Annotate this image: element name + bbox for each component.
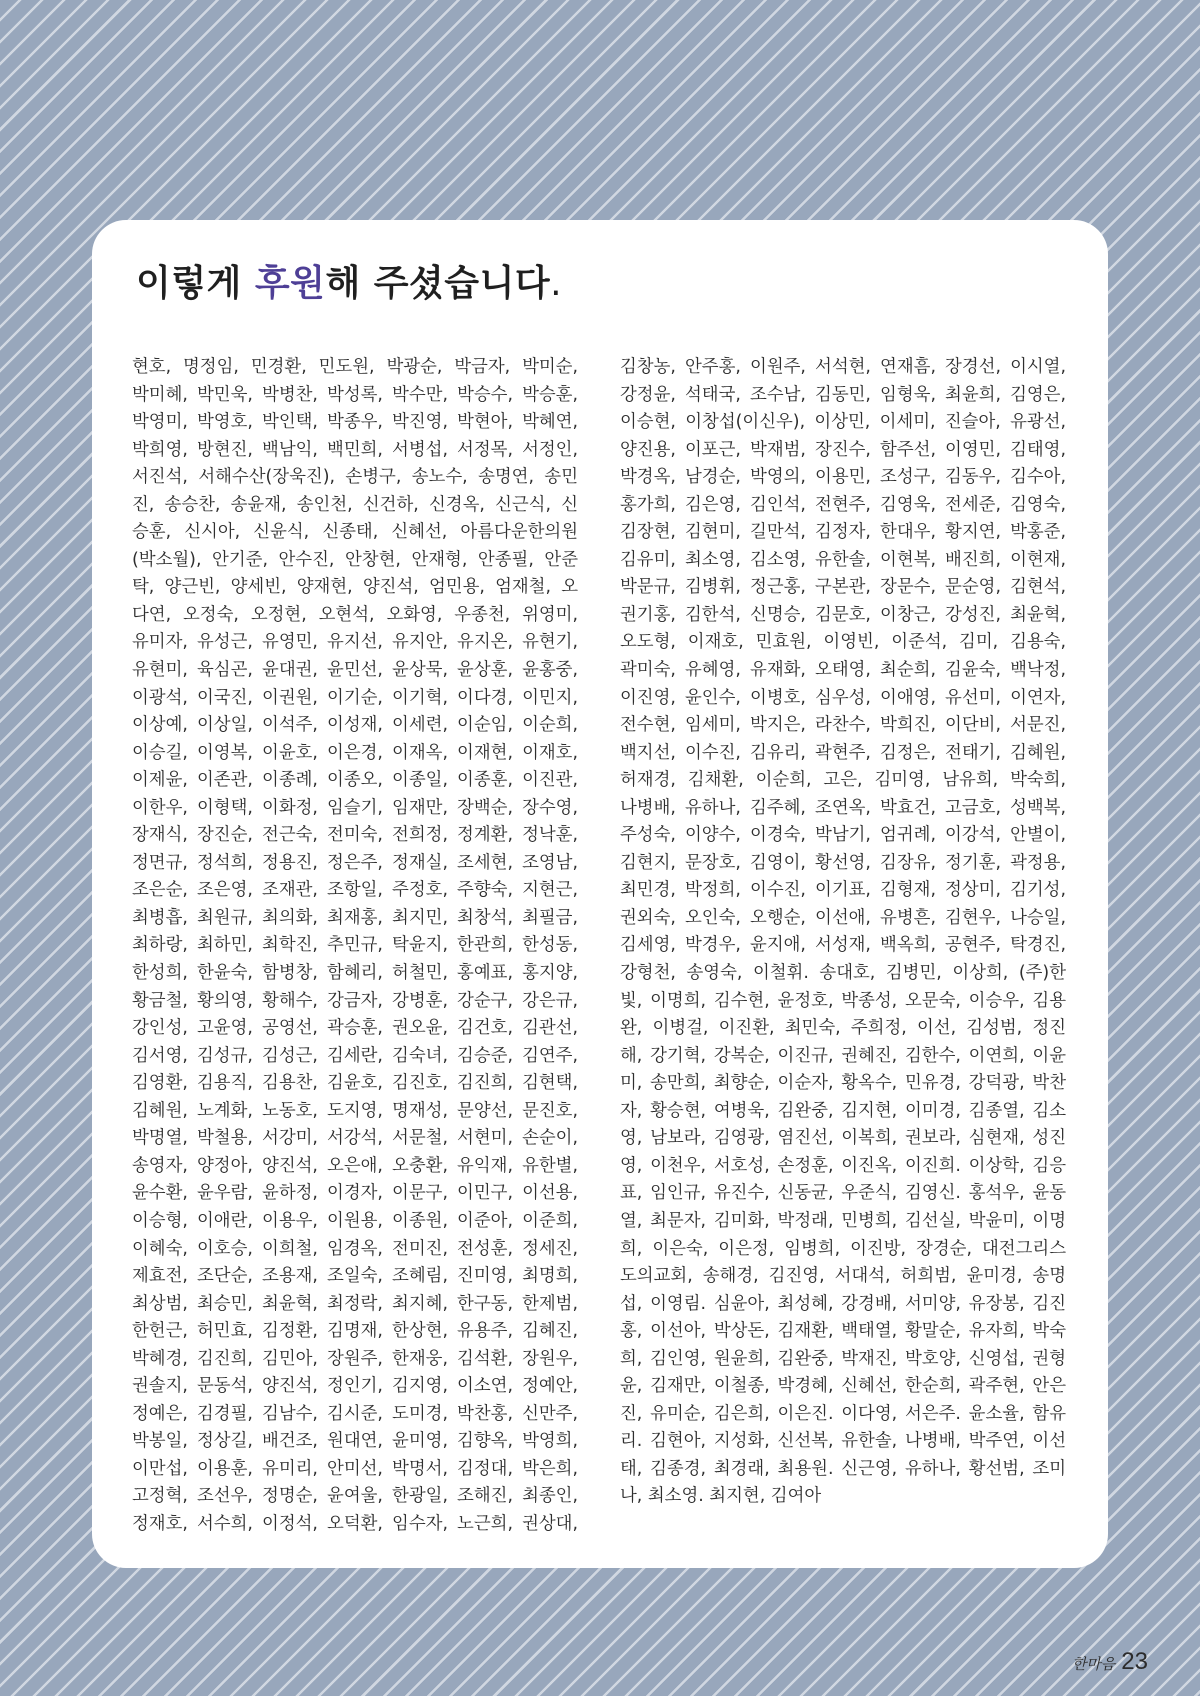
donor-names-line: 박영미, 박영호, 박인택, 박종우, 박진영, 박현아, 박혜연,	[132, 412, 578, 433]
donor-names-line: 권기홍, 김한석, 신명승, 김문호, 이창근, 강성진, 최윤혁,	[620, 604, 1066, 625]
donor-names-line: 미, 송만희, 최향순, 이순자, 황옥수, 민유경, 강덕광, 박찬	[620, 1073, 1066, 1094]
donor-names-line: 이진영, 윤인수, 이병호, 심우성, 이애영, 유선미, 이연자,	[620, 687, 1066, 708]
donor-names-line: 이승길, 이영복, 이윤호, 이은경, 이재옥, 이재현, 이재호,	[132, 742, 578, 763]
donor-names-line: 조은순, 조은영, 조재관, 조항일, 주정호, 주향숙, 지현근,	[132, 880, 578, 901]
donor-names-line: 영, 남보라, 김영광, 염진선, 이복희, 권보라, 심현재, 성진	[620, 1128, 1066, 1149]
donor-names-line: 진, 유미순, 김은희, 이은진. 이다영, 서은주. 윤소율, 함유	[620, 1403, 1066, 1424]
donor-names-line: 박명열, 박철용, 서강미, 서강석, 서문철, 서현미, 손순이,	[132, 1128, 578, 1149]
donor-names-line: 박미혜, 박민욱, 박병찬, 박성록, 박수만, 박승수, 박승훈,	[132, 384, 578, 405]
donor-names-line: 섭, 이영림. 심윤아, 최성혜, 강경배, 서미양, 유장봉, 김진	[620, 1293, 1066, 1314]
donor-names-line: 희, 김인영, 원윤희, 김완중, 박재진, 박호양, 신영섭, 권형	[620, 1348, 1066, 1369]
donor-names-line: 김유미, 최소영, 김소영, 유한솔, 이현복, 배진희, 이현재,	[620, 549, 1066, 570]
donor-names-line: 김창농, 안주홍, 이원주, 서석현, 연재흠, 장경선, 이시열,	[620, 357, 1066, 377]
donor-names-line: 홍가희, 김은영, 김인석, 전현주, 김영욱, 전세준, 김영숙,	[620, 494, 1066, 515]
donor-names-line: 이승형, 이애란, 이용우, 이원용, 이종원, 이준아, 이준희,	[132, 1210, 578, 1231]
donor-names-line: 나, 최소영. 최지현, 김여아	[620, 1486, 822, 1507]
donor-names-line: 김현지, 문장호, 김영이, 황선영, 김장유, 정기훈, 곽정용,	[620, 852, 1066, 873]
donor-names-line: 유현미, 육심곤, 윤대권, 윤민선, 윤상묵, 윤상훈, 윤홍중,	[132, 660, 578, 681]
donor-names-line: 이광석, 이국진, 이권원, 이기순, 이기혁, 이다경, 이민지,	[132, 687, 578, 708]
donor-names-line: 승훈, 신시아, 신윤식, 신종태, 신혜선, 아름다운한의원	[132, 522, 578, 543]
donor-names-line: 탁, 양근빈, 양세빈, 양재현, 양진석, 엄민용, 엄재철, 오	[132, 577, 578, 598]
donor-names-line: 한성희, 한윤숙, 함병창, 함혜리, 허철민, 홍예표, 홍지양,	[132, 963, 578, 984]
donor-names-line: 김혜원, 노계화, 노동호, 도지영, 명재성, 문양선, 문진호,	[132, 1100, 578, 1121]
donor-names-line: 곽미숙, 유혜영, 유재화, 오태영, 최순희, 김윤숙, 백낙정,	[620, 660, 1066, 681]
donor-names-line: 양진용, 이포근, 박재범, 장진수, 함주선, 이영민, 김태영,	[620, 439, 1066, 460]
donor-names-line: 최민경, 박정희, 이수진, 이기표, 김형재, 정상미, 김기성,	[620, 880, 1066, 901]
donor-names-line: 한헌근, 허민효, 김정환, 김명재, 한상현, 유용주, 김혜진,	[132, 1321, 578, 1342]
donor-names-line: 박경옥, 남경순, 박영의, 이용민, 조성구, 김동우, 김수아,	[620, 467, 1066, 488]
donor-names-line: 빛, 이명희, 김수현, 윤정호, 박종성, 오문숙, 이승우, 김용	[620, 990, 1066, 1011]
donor-names-line: 표, 임인규, 유진수, 신동균, 우준식, 김영신. 홍석우, 윤동	[620, 1183, 1066, 1204]
donor-names-line: 도의교회, 송해경, 김진영, 서대석, 허희범, 윤미경, 송명	[620, 1266, 1066, 1287]
donor-names-line: 박희영, 방현진, 백남익, 백민희, 서병섭, 서정목, 서정인,	[132, 439, 578, 460]
donor-names-line: 강정윤, 석태국, 조수남, 김동민, 임형욱, 최윤희, 김영은,	[620, 384, 1066, 405]
donor-names-line: 박문규, 김병휘, 정근홍, 구본관, 장문수, 문순영, 김현석,	[620, 577, 1066, 598]
title-period: .	[550, 263, 563, 304]
donor-names-line: 전수현, 임세미, 박지은, 라찬수, 박희진, 이단비, 서문진,	[620, 715, 1066, 736]
donor-list-card	[92, 220, 1108, 1568]
donor-names-line: 완, 이병걸, 이진환, 최민숙, 주희정, 이선, 김성범, 정진	[620, 1018, 1066, 1039]
donor-names-line: 정재호, 서수희, 이정석, 오덕환, 임수자, 노근희, 권상대,	[132, 1513, 578, 1534]
donor-names-line: 열, 최문자, 김미화, 박정래, 민병희, 김선실, 박윤미, 이명	[620, 1210, 1066, 1231]
page-number: 23	[1121, 1648, 1148, 1675]
donor-names-line: 자, 황승현, 여병욱, 김완중, 김지현, 이미경, 김종열, 김소	[620, 1100, 1066, 1121]
donor-names-line: (박소월), 안기준, 안수진, 안창현, 안재형, 안종필, 안준	[132, 549, 578, 570]
donor-names-line: 태, 김종경, 최경래, 최용원. 신근영, 유하나, 황선범, 조미	[620, 1458, 1066, 1479]
donor-names-line: 최병흡, 최원규, 최의화, 최재홍, 최지민, 최창석, 최필금,	[132, 907, 578, 928]
donor-names-line: 제효전, 조단순, 조용재, 조일숙, 조혜림, 진미영, 최명희,	[132, 1266, 578, 1287]
donor-names-line: 권외숙, 오인숙, 오행순, 이선애, 유병흔, 김현우, 나승일,	[620, 907, 1066, 928]
donor-names-line: 김영환, 김용직, 김용찬, 김윤호, 김진호, 김진희, 김현택,	[132, 1073, 578, 1094]
donor-names-line: 이승현, 이창섭(이신우), 이상민, 이세미, 진슬아, 유광선,	[620, 412, 1066, 433]
donor-names-line: 윤수환, 윤우람, 윤하정, 이경자, 이문구, 이민구, 이선용,	[132, 1183, 578, 1204]
donor-names-line: 백지선, 이수진, 김유리, 곽현주, 김정은, 전태기, 김혜원,	[620, 742, 1066, 763]
donor-names-line: 강형천, 송영숙, 이철휘. 송대호, 김병민, 이상희, (주)한	[620, 963, 1066, 984]
donor-names-line: 정예은, 김경필, 김남수, 김시준, 도미경, 박찬홍, 신만주,	[132, 1403, 578, 1424]
magazine-logo: 한마음	[1071, 1655, 1116, 1673]
donor-names-line: 최하랑, 최하민, 최학진, 추민규, 탁윤지, 한관희, 한성동,	[132, 935, 578, 956]
donor-names-line: 유미자, 유성근, 유영민, 유지선, 유지안, 유지온, 유현기,	[132, 632, 578, 653]
donor-names-right-column	[620, 354, 1066, 1511]
donor-names-line: 최상범, 최승민, 최윤혁, 최정락, 최지혜, 한구동, 한제범,	[132, 1293, 578, 1314]
donor-names-line: 송영자, 양정아, 양진석, 오은애, 오충환, 유익재, 유한별,	[132, 1155, 578, 1176]
title-text-before: 이렇게	[136, 263, 255, 304]
donor-names-line: 강인성, 고윤영, 공영선, 곽승훈, 권오윤, 김건호, 김관선,	[132, 1018, 578, 1039]
donor-names-line: 서진석, 서해수산(장욱진), 손병구, 송노수, 송명연, 송민	[132, 467, 578, 488]
donor-names-line: 박혜경, 김진희, 김민아, 장원주, 한재웅, 김석환, 장원우,	[132, 1348, 578, 1369]
donor-names-line: 이혜숙, 이호승, 이희철, 임경옥, 전미진, 전성훈, 정세진,	[132, 1238, 578, 1259]
donor-names-line: 김세영, 박경우, 윤지애, 서성재, 백옥희, 공현주, 탁경진,	[620, 935, 1066, 956]
title-text-after: 해 주셨습니다	[325, 263, 551, 304]
page-footer	[1072, 1648, 1148, 1676]
donor-names-line: 현호, 명정임, 민경환, 민도원, 박광순, 박금자, 박미순,	[132, 357, 578, 377]
donor-names-line: 영, 이천우, 서호성, 손정훈, 이진옥, 이진희. 이상학, 김응	[620, 1155, 1066, 1176]
donor-names-line: 윤, 김재만, 이철종, 박경혜, 신혜선, 한순희, 곽주현, 안은	[620, 1376, 1066, 1397]
donor-names-line: 이만섭, 이용훈, 유미리, 안미선, 박명서, 김정대, 박은희,	[132, 1458, 578, 1479]
donor-names-line: 정면규, 정석희, 정용진, 정은주, 정재실, 조세현, 조영남,	[132, 852, 578, 873]
donor-names-line: 나병배, 유하나, 김주혜, 조연옥, 박효건, 고금호, 성백복,	[620, 797, 1066, 818]
donor-names-line: 오도형, 이재호, 민효원, 이영빈, 이준석, 김미, 김용숙,	[620, 632, 1066, 653]
donor-names-line: 주성숙, 이양수, 이경숙, 박남기, 엄귀례, 이강석, 안별이,	[620, 825, 1066, 846]
donor-names-left-column	[132, 354, 578, 1539]
donor-names-line: 고정혁, 조선우, 정명순, 윤여울, 한광일, 조해진, 최종인,	[132, 1486, 578, 1507]
donor-names-line: 진, 송승찬, 송윤재, 송인천, 신건하, 신경옥, 신근식, 신	[132, 494, 578, 515]
donor-names-line: 김장현, 김현미, 길만석, 김정자, 한대우, 황지연, 박홍준,	[620, 522, 1066, 543]
donor-names-line: 이한우, 이형택, 이화정, 임슬기, 임재만, 장백순, 장수영,	[132, 797, 578, 818]
donor-names-line: 김서영, 김성규, 김성근, 김세란, 김숙녀, 김승준, 김연주,	[132, 1045, 578, 1066]
donor-names-line: 희, 이은숙, 이은정, 임병희, 이진방, 장경순, 대전그리스	[620, 1238, 1066, 1259]
donor-names-line: 황금철, 황의영, 황해수, 강금자, 강병훈, 강순구, 강은규,	[132, 990, 578, 1011]
donor-names-line: 이제윤, 이존관, 이종례, 이종오, 이종일, 이종훈, 이진관,	[132, 770, 578, 791]
page-title	[136, 262, 562, 305]
donor-names-line: 리. 김현아, 지성화, 신선복, 유한솔, 나병배, 박주연, 이선	[620, 1431, 1066, 1452]
title-accent-word: 후원	[254, 263, 326, 304]
donor-names-line: 허재경, 김채환, 이순희, 고은, 김미영, 남유희, 박숙희,	[620, 770, 1066, 791]
donor-names-line: 해, 강기혁, 강복순, 이진규, 권혜진, 김한수, 이연희, 이윤	[620, 1045, 1066, 1066]
donor-names-line: 이상예, 이상일, 이석주, 이성재, 이세련, 이순임, 이순희,	[132, 715, 578, 736]
donor-names-line: 다연, 오정숙, 오정현, 오현석, 오화영, 우종천, 위영미,	[132, 604, 578, 625]
donor-names-line: 권솔지, 문동석, 양진석, 정인기, 김지영, 이소연, 정예안,	[132, 1376, 578, 1397]
donor-names-line: 홍, 이선아, 박상돈, 김재환, 백태열, 황말순, 유자희, 박숙	[620, 1321, 1066, 1342]
donor-names-line: 장재식, 장진순, 전근숙, 전미숙, 전희정, 정계환, 정낙훈,	[132, 825, 578, 846]
donor-names-line: 박봉일, 정상길, 배건조, 원대연, 윤미영, 김향옥, 박영희,	[132, 1431, 578, 1452]
